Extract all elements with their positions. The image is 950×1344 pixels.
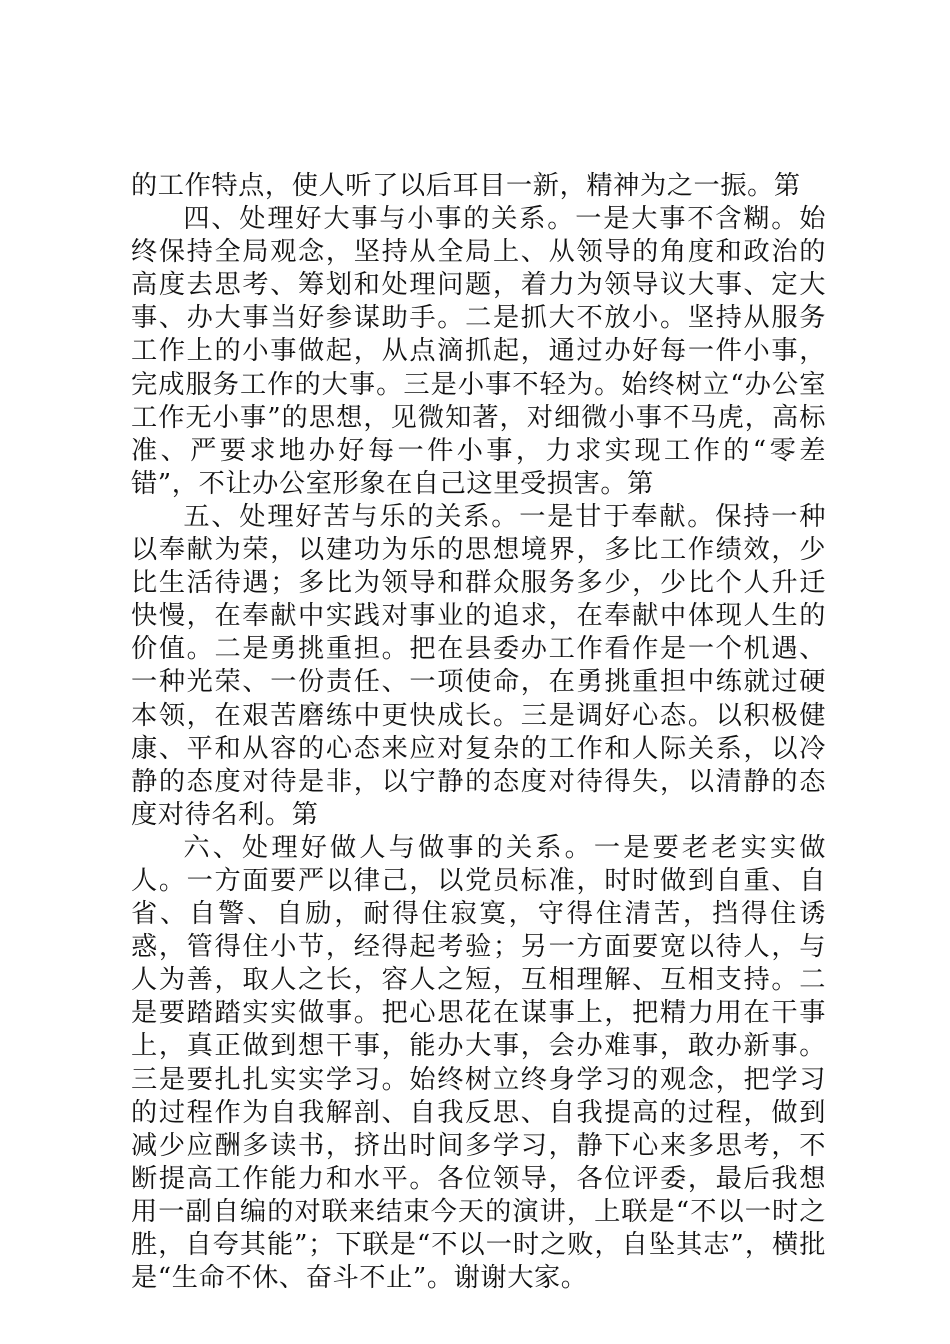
paragraph-section-four: 四、处理好大事与小事的关系。一是大事不含糊。始终保持全局观念，坚持从全局上、从领导的角度和政治的高度去思考、筹划和处理问题，着力为领导议大事、定大事、办大事当好参谋助手。二是抓大不放小。坚持从服务工作上的小事做起，从点滴抓起，通过办好每一件小事，完成服务工作的大事。三是小事不轻为。始终树立“办公室工作无小事”的思想，见微知著，对细微小事不马虎，高标准、严要求地办好每一件小事，力求实现工作的“零差错”，不让办公室形象在自己这里受损害。第 <box>131 204 826 499</box>
paragraph-continuation: 的工作特点，使人听了以后耳目一新，精神为之一振。第 <box>131 171 801 201</box>
document-body <box>131 170 826 1295</box>
paragraph-section-five: 五、处理好苦与乐的关系。一是甘于奉献。保持一种以奉献为荣，以建功为乐的思想境界，多比工作绩效，少比生活待遇；多比为领导和群众服务多少，少比个人升迁快慢，在奉献中实践对事业的追求，在奉献中体现人生的价值。二是勇挑重担。把在县委办工作看作是一个机遇、一种光荣、一份责任、一项使命，在勇挑重担中练就过硬本领，在艰苦磨练中更快成长。三是调好心态。以积极健康、平和从容的心态来应对复杂的工作和人际关系，以冷静的态度对待是非，以宁静的态度对待得失，以清静的态度对待名利。第 <box>131 501 826 830</box>
paragraph-section-six: 六、处理好做人与做事的关系。一是要老老实实做人。一方面要严以律己，以党员标准，时时做到自重、自省、自警、自励，耐得住寂寞，守得住清苦，挡得住诱惑，管得住小节，经得起考验；另一方面要宽以待人，与人为善，取人之长，容人之短，互相理解、互相支持。二是要踏踏实实做事。把心思花在谋事上，把精力用在干事上，真正做到想干事，能办大事，会办难事，敢办新事。三是要扎扎实实学习。始终树立终身学习的观念，把学习的过程作为自我解剖、自我反思、自我提高的过程，做到减少应酬多读书，挤出时间多学习，静下心来多思考，不断提高工作能力和水平。各位领导，各位评委，最后我想用一副自编的对联来结束今天的演讲，上联是“不以一时之胜，自夸其能”；下联是“不以一时之败，自坠其志”，横批是“生命不休、奋斗不止”。谢谢大家。 <box>131 832 826 1294</box>
